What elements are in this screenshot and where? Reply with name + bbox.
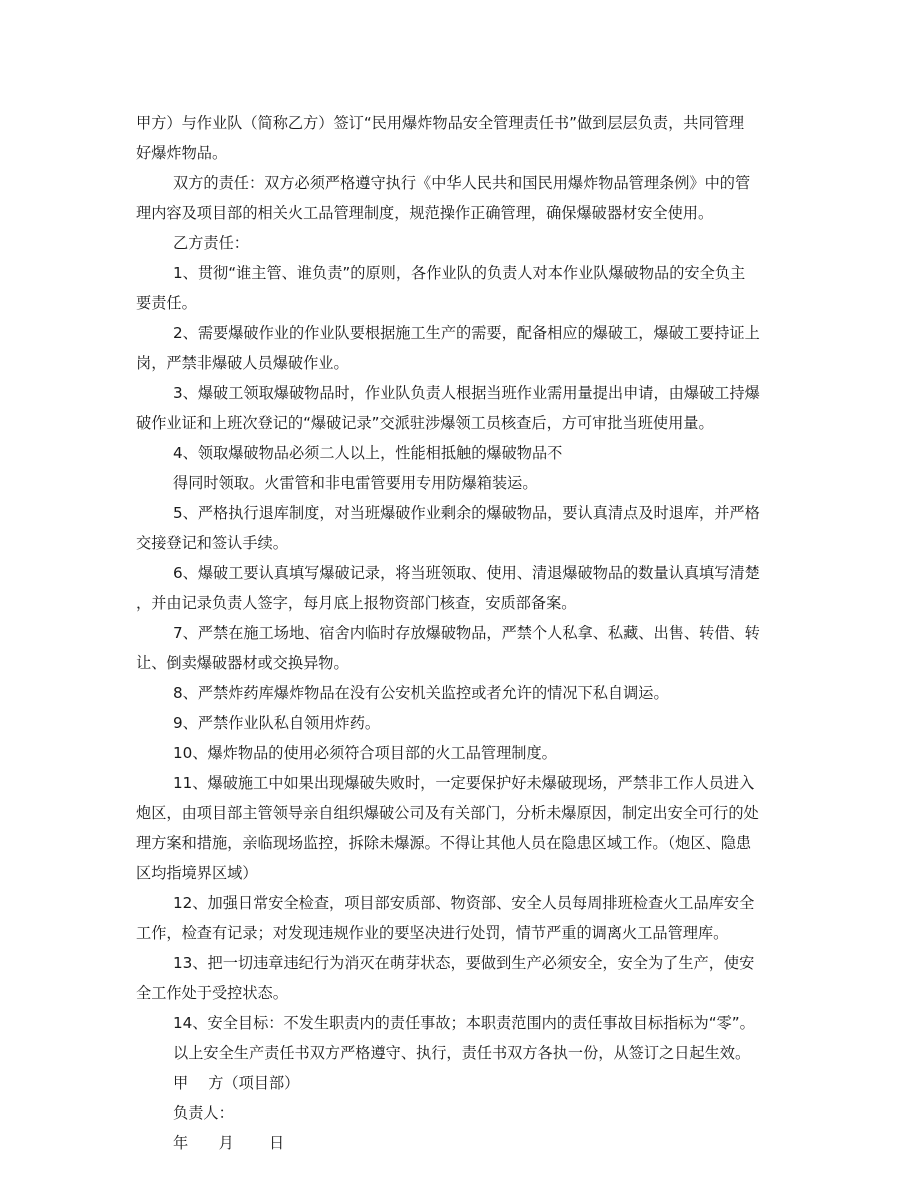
clause-8-line-1: 8、严禁炸药库爆炸物品在没有公安机关监控或者允许的情况下私自调运。 [173, 684, 669, 702]
clause-2-line-2: 岗，严禁非爆破人员爆破作业。 [136, 354, 349, 372]
clause-11-line-1: 11、爆破施工中如果出现爆破失败时，一定要保护好未爆破现场，严禁非工作人员进入 [173, 774, 755, 792]
clause-12-line-2: 工作，检查有记录；对发现违规作业的要坚决进行处罚，情节严重的调离火工品管理库。 [136, 924, 729, 942]
clause-13-line-2: 全工作处于受控状态。 [136, 984, 288, 1002]
signature-date: 年 月 日 [173, 1134, 285, 1152]
clause-10-line-1: 10、爆炸物品的使用必须符合项目部的火工品管理制度。 [173, 744, 557, 762]
paragraph-line-3: 双方的责任：双方必须严格遵守执行《中华人民共和国民用爆炸物品管理条例》中的管 [173, 174, 751, 192]
clause-4-line-1: 4、领取爆破物品必须二人以上，性能相抵触的爆破物品不 [173, 444, 563, 462]
clause-3-line-1: 3、爆破工领取爆破物品时，作业队负责人根据当班作业需用量提出申请，由爆破工持爆 [173, 384, 760, 402]
clause-2-line-1: 2、需要爆破作业的作业队要根据施工生产的需要，配备相应的爆破工，爆破工要持证上 [173, 324, 760, 342]
clause-5-line-2: 交接登记和签认手续。 [136, 534, 288, 552]
clause-4-line-2: 得同时领取。火雷管和非电雷管要用专用防爆箱装运。 [173, 474, 538, 492]
clause-7-line-1: 7、严禁在施工场地、宿舍内临时存放爆破物品，严禁个人私拿、私藏、出售、转借、转 [173, 624, 760, 642]
clause-11-line-4: 区均指境界区域） [136, 864, 258, 882]
clause-6-line-1: 6、爆破工要认真填写爆破记录，将当班领取、使用、清退爆破物品的数量认真填写清楚 [173, 564, 760, 582]
clause-5-line-1: 5、严格执行退库制度，对当班爆破作业剩余的爆破物品，要认真清点及时退库，并严格 [173, 504, 760, 522]
clause-11-line-2: 炮区，由项目部主管领导亲自组织爆破公司及有关部门，分析未爆原因，制定出安全可行的处 [136, 804, 759, 822]
clause-13-line-1: 13、把一切违章违纪行为消灭在萌芽状态，要做到生产必须安全，安全为了生产，使安 [173, 954, 755, 972]
paragraph-line-2: 好爆炸物品。 [136, 144, 228, 162]
paragraph-line-1: 甲方）与作业队（简称乙方）签订“民用爆炸物品安全管理责任书”做到层层负责，共同管理 [136, 114, 745, 132]
clause-1-line-1: 1、贯彻“谁主管、谁负责”的原则，各作业队的负责人对本作业队爆破物品的安全负主 [173, 264, 746, 282]
clause-11-line-3: 理方案和措施，亲临现场监控，拆除未爆源。不得让其他人员在隐患区域工作。（炮区、隐患 [136, 834, 752, 852]
clause-6-line-2: ，并由记录负责人签字，每月底上报物资部门核查，安质部备案。 [136, 594, 577, 612]
clause-9-line-1: 9、严禁作业队私自领用炸药。 [173, 714, 381, 732]
paragraph-line-4: 理内容及项目部的相关火工品管理制度，规范操作正确管理，确保爆破器材安全使用。 [136, 204, 714, 222]
closing-statement: 以上安全生产责任书双方严格遵守、执行，责任书双方各执一份，从签订之日起生效。 [173, 1044, 751, 1062]
document-body [136, 110, 786, 1157]
signature-party-a: 甲 方（项目部） [173, 1074, 300, 1092]
clause-3-line-2: 破作业证和上班次登记的“爆破记录”交派驻涉爆领工员核查后，方可审批当班使用量。 [136, 414, 714, 432]
clause-1-line-2: 要责任。 [136, 294, 197, 312]
clause-12-line-1: 12、加强日常安全检查，项目部安质部、物资部、安全人员每周排班检查火工品库安全 [173, 894, 755, 912]
clause-14-line-1: 14、安全目标：不发生职责内的责任事故；本职责范围内的责任事故目标指标为“零”。 [173, 1014, 755, 1032]
section-heading-party-b: 乙方责任： [173, 234, 249, 252]
signature-responsible-person: 负责人： [173, 1104, 234, 1122]
clause-7-line-2: 让、倒卖爆破器材或交换异物。 [136, 654, 349, 672]
